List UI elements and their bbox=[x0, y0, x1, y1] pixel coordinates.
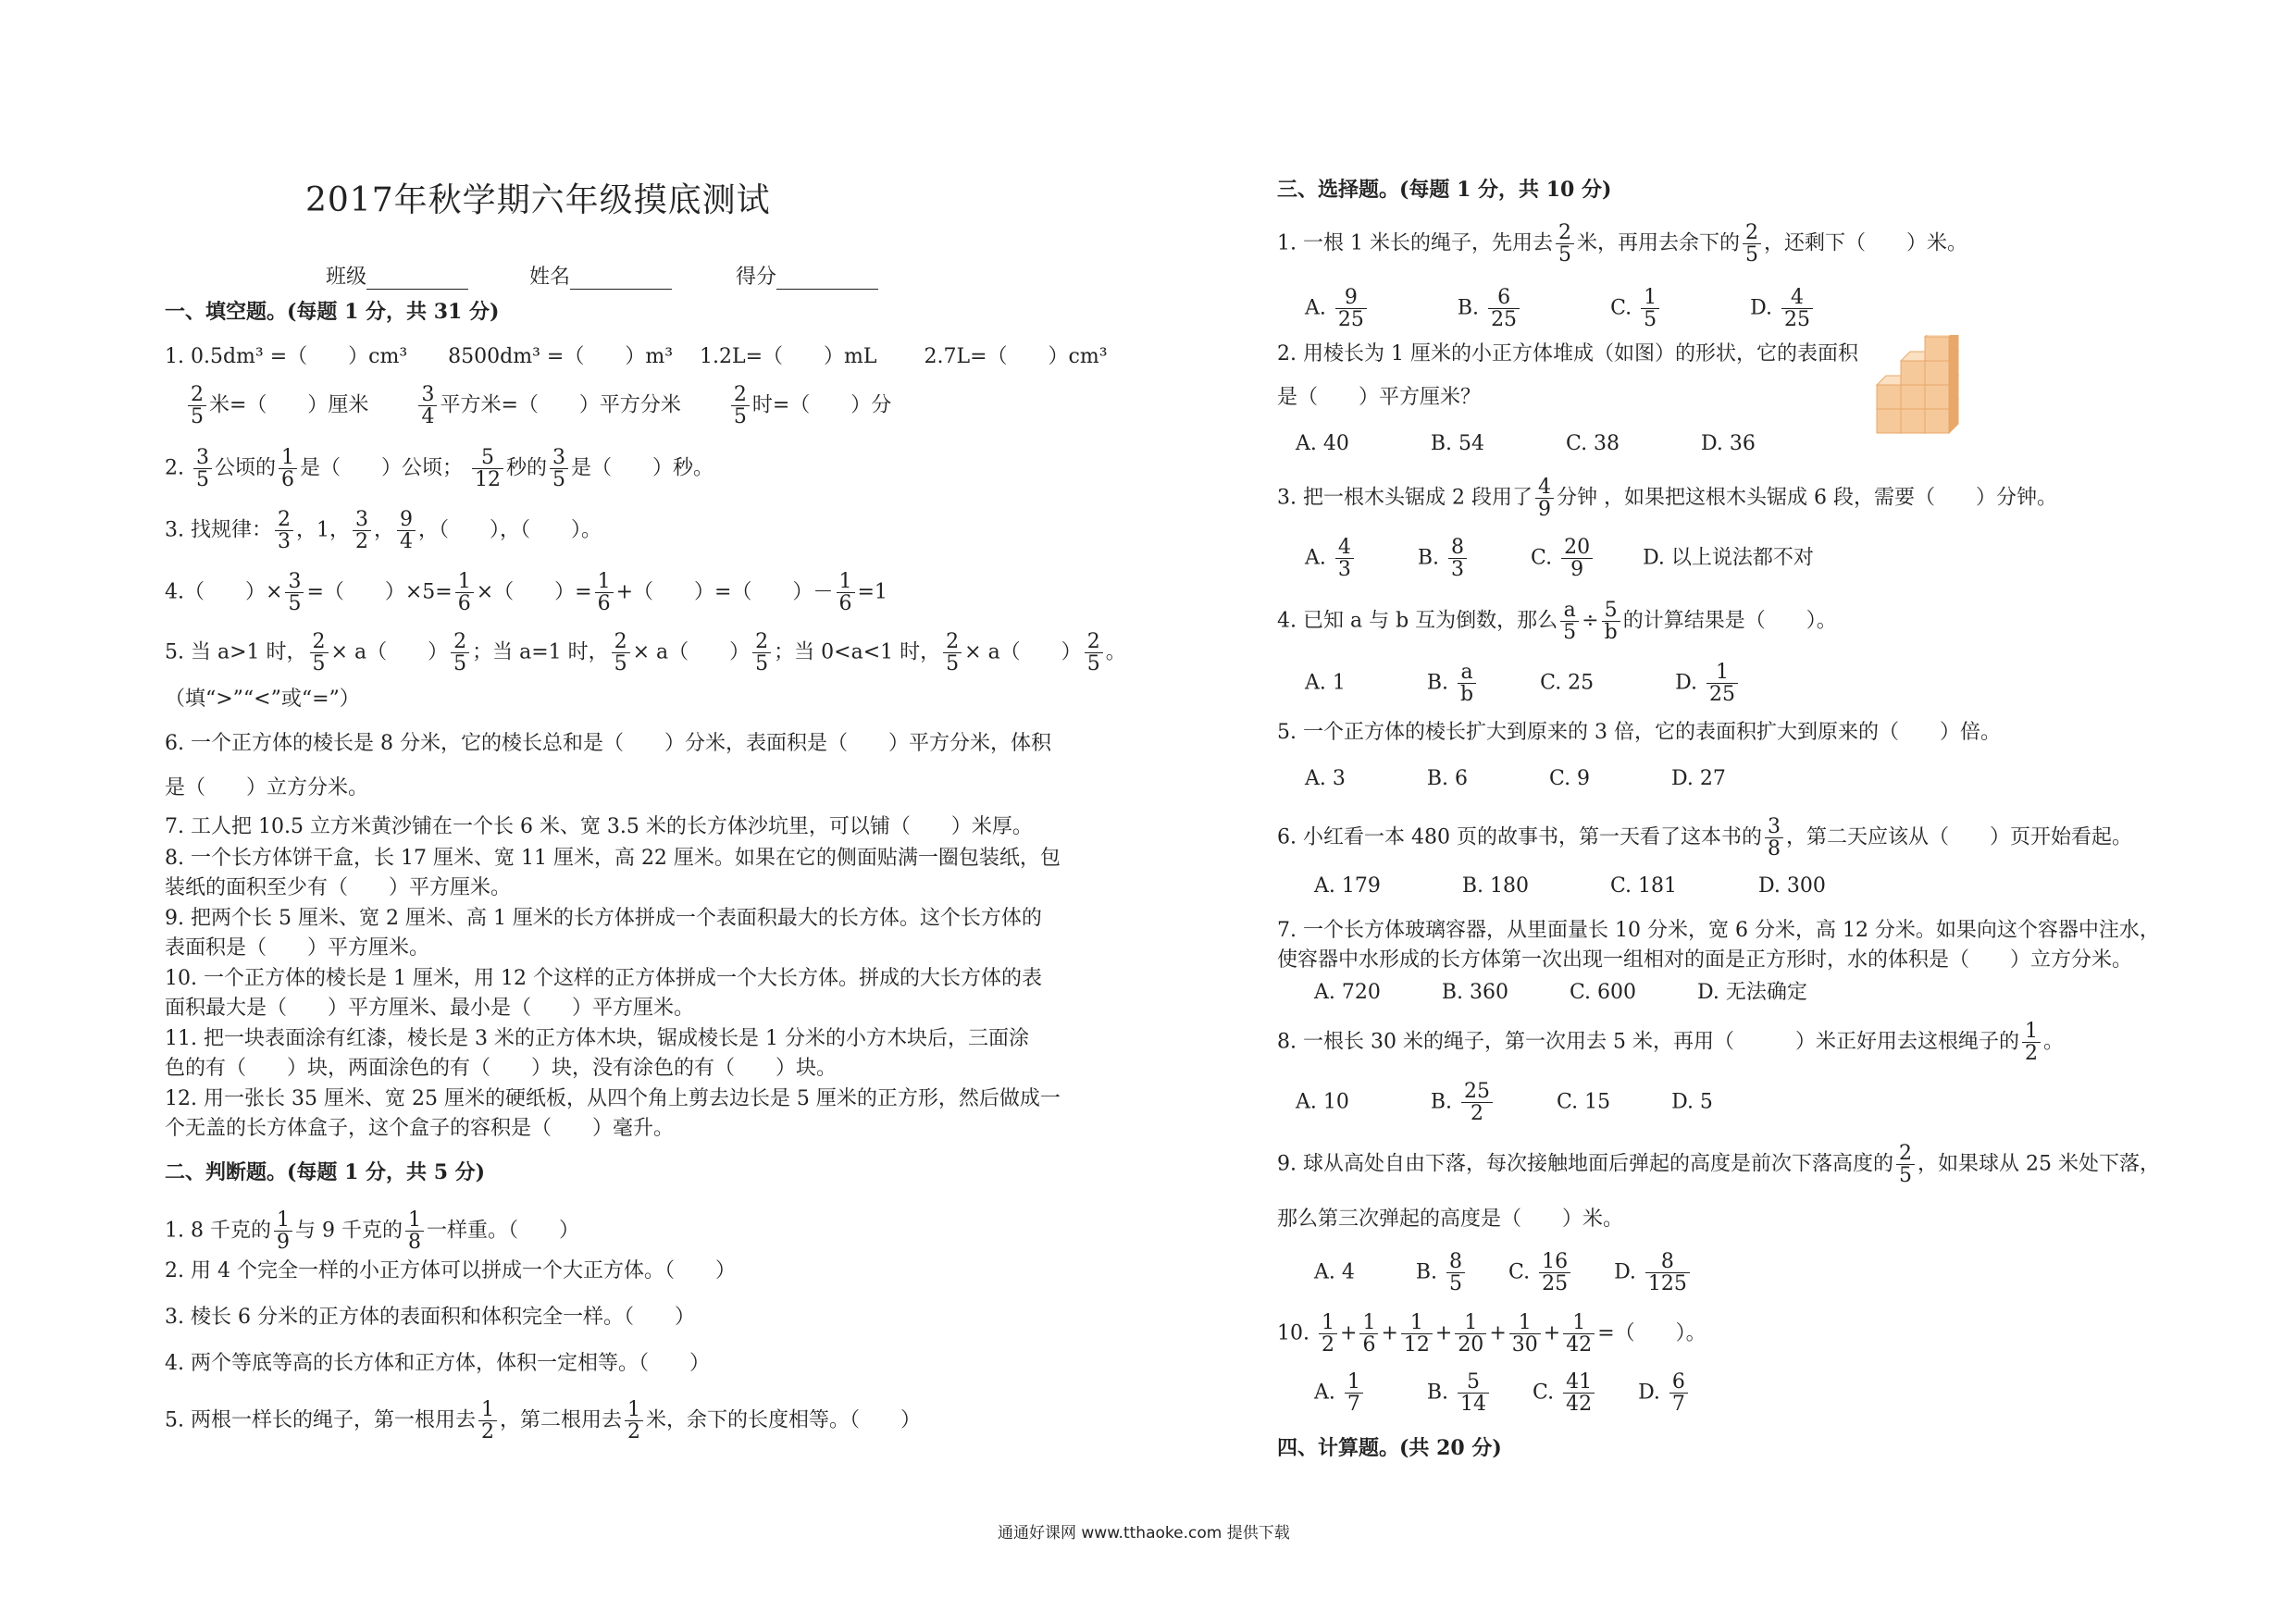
fraction-one-half: $\frac{1}{2}$ bbox=[478, 1399, 497, 1443]
question-10b: 面积最大是（ ）平方厘米、最小是（ ）平方厘米。 bbox=[165, 997, 695, 1020]
choice-6-options: A. 179 B. 180 C. 181 D. 300 bbox=[1314, 874, 1826, 898]
cube-block bbox=[1901, 409, 1925, 433]
fraction-one-half: $\frac{1}{2}$ bbox=[2022, 1021, 2041, 1064]
cube-block bbox=[1901, 361, 1925, 385]
fraction-six-sevenths: $\frac{6}{7}$ bbox=[1669, 1371, 1688, 1415]
fraction-two-fifths: $\frac{2}{5}$ bbox=[1896, 1143, 1915, 1186]
name-field: 姓名 bbox=[529, 261, 672, 290]
fraction-nine-25: $\frac{9}{25}$ bbox=[1335, 287, 1367, 330]
judge-5: 5. 两根一样长的绳子，第一根用去 $\frac{1}{2}$ ，第二根用去 $\frac{1}{2}$ 米，余下的长度相等。（ ） bbox=[165, 1398, 922, 1444]
choice-5-options: A. 3 B. 6 C. 9 D. 27 bbox=[1305, 767, 1726, 790]
fraction-one-half: $\frac{1}{2}$ bbox=[1319, 1312, 1337, 1356]
section-calculation: 四、计算题。(共 20 分) bbox=[1277, 1436, 1502, 1460]
question-12a: 12. 用一张长 35 厘米、宽 25 厘米的硬纸板，从四个角上剪去边长是 5 厘米的正方形，然后做成一 bbox=[165, 1087, 1061, 1110]
choice-10-options: A. $\frac{1}{7}$ B. $\frac{5}{14}$ C. $\frac{41}{42}$ D. $\frac{6}{7}$ bbox=[1314, 1371, 1691, 1415]
question-11b: 色的有（ ）块，两面涂色的有（ ）块，没有涂色的有（ ）块。 bbox=[165, 1057, 838, 1080]
fraction-one-eighth: $\frac{1}{8}$ bbox=[405, 1209, 424, 1253]
choice-9b: 那么第三次弹起的高度是（ ）米。 bbox=[1277, 1208, 1624, 1231]
choice-3: 3. 把一根木头锯成 2 段用了 $\frac{4}{9}$ 分钟 ，如果把这根木头锯成 6 段，需要（ ）分钟。 bbox=[1277, 476, 2057, 522]
fraction-one-sixth: $\frac{1}{6}$ bbox=[279, 447, 297, 490]
class-field: 班级 bbox=[326, 261, 468, 290]
fraction-two-fifths: $\frac{2}{5}$ bbox=[1085, 631, 1103, 675]
fraction-five-twelfths: $\frac{5}{12}$ bbox=[472, 447, 503, 490]
cube-block bbox=[1877, 409, 1901, 433]
page-title: 2017年秋学期六年级摸底测试 bbox=[305, 181, 771, 219]
question-7: 7. 工人把 10.5 立方米黄沙铺在一个长 6 米、宽 3.5 米的长方体沙坑里，可以铺（ ）米厚。 bbox=[165, 815, 1033, 838]
fraction-sixteen-25: $\frac{16}{25}$ bbox=[1539, 1251, 1570, 1295]
fraction-two-fifths: $\frac{2}{5}$ bbox=[731, 384, 750, 427]
fraction-three-fifths: $\frac{3}{5}$ bbox=[285, 571, 304, 614]
section-choice: 三、选择题。(每题 1 分，共 10 分) bbox=[1277, 178, 1612, 202]
choice-1: 1. 一根 1 米长的绳子，先用去 $\frac{2}{5}$ 米，再用去余下的 $\frac{2}{5}$ ，还剩下（ ）米。 bbox=[1277, 221, 1967, 267]
fraction-two-fifths: $\frac{2}{5}$ bbox=[1556, 222, 1574, 266]
choice-3-options: A. $\frac{4}{3}$ B. $\frac{8}{3}$ C. $\frac{20}{9}$ D. 以上说法都不对 bbox=[1305, 536, 1814, 582]
choice-4-options: A. 1 B. $\frac{a}{b}$ C. 25 D. $\frac{1}{25}$ bbox=[1305, 662, 1741, 705]
cube-block bbox=[1925, 337, 1949, 361]
fraction-six-25: $\frac{6}{25}$ bbox=[1488, 287, 1520, 330]
choice-8-options: A. 10 B. $\frac{25}{2}$ C. 15 D. 5 bbox=[1296, 1080, 1713, 1126]
fraction-a-5: $\frac{a}{5}$ bbox=[1560, 600, 1579, 643]
question-3: 3. 找规律： $\frac{2}{3}$ ，1， $\frac{3}{2}$ ， $\frac{9}{4}$ ，（ ），（ ）。 bbox=[165, 508, 602, 554]
question-5-note: （填“>”“<”或“=”） bbox=[165, 688, 360, 711]
judge-2: 2. 用 4 个完全一样的小正方体可以拼成一个大正方体。（ ） bbox=[165, 1259, 736, 1282]
section-fill-blank: 一、填空题。(每题 1 分，共 31 分) bbox=[165, 300, 500, 324]
fraction-one-12: $\frac{1}{12}$ bbox=[1401, 1312, 1433, 1356]
choice-7a: 7. 一个长方体玻璃容器，从里面量长 10 分米，宽 6 分米，高 12 分米。如果向这个容器中注水， bbox=[1277, 919, 2160, 942]
question-10a: 10. 一个正方体的棱长是 1 厘米，用 12 个这样的正方体拼成一个大长方体。拼成的大长方体的表 bbox=[165, 967, 1042, 990]
score-field: 得分 bbox=[736, 261, 878, 290]
fraction-two-fifths: $\frac{2}{5}$ bbox=[752, 631, 771, 675]
fraction-one-sixth: $\frac{1}{6}$ bbox=[837, 571, 855, 614]
cube-block bbox=[1901, 385, 1925, 409]
fraction-three-fifths: $\frac{3}{5}$ bbox=[550, 447, 568, 490]
question-9a: 9. 把两个长 5 厘米、宽 2 厘米、高 1 厘米的长方体拼成一个表面积最大的长方体。这个长方体的 bbox=[165, 907, 1042, 930]
question-8a: 8. 一个长方体饼干盒，长 17 厘米、宽 11 厘米，高 22 厘米。如果在它的侧面贴满一圈包装纸，包 bbox=[165, 847, 1061, 870]
fraction-two-fifths: $\frac{2}{5}$ bbox=[310, 631, 329, 675]
choice-5: 5. 一个正方体的棱长扩大到原来的 3 倍，它的表面积扩大到原来的（ ）倍。 bbox=[1277, 721, 2001, 744]
fraction-two-fifths: $\frac{2}{5}$ bbox=[612, 631, 630, 675]
fraction-twenty-ninths: $\frac{20}{9}$ bbox=[1561, 537, 1593, 580]
fraction-one-sixth: $\frac{1}{6}$ bbox=[595, 571, 614, 614]
fraction-one-half: $\frac{1}{2}$ bbox=[625, 1399, 643, 1443]
choice-7-options: A. 720 B. 360 C. 600 D. 无法确定 bbox=[1314, 981, 1807, 1004]
judge-3: 3. 棱长 6 分米的正方体的表面积和体积完全一样。（ ） bbox=[165, 1306, 695, 1329]
fraction-nine-fourths: $\frac{9}{4}$ bbox=[397, 509, 416, 552]
fraction-fortyone-42: $\frac{41}{42}$ bbox=[1563, 1371, 1595, 1415]
fraction-one-seventh: $\frac{1}{7}$ bbox=[1345, 1371, 1363, 1415]
fraction-two-fifths: $\frac{2}{5}$ bbox=[1743, 222, 1761, 266]
choice-8: 8. 一根长 30 米的绳子，第一次用去 5 米，再用（ ）米正好用去这根绳子的 $\frac{1}{2}$ 。 bbox=[1277, 1020, 2064, 1066]
fraction-four-25: $\frac{4}{25}$ bbox=[1781, 287, 1813, 330]
cube-block bbox=[1877, 385, 1901, 409]
cube-block bbox=[1925, 409, 1949, 433]
fraction-one-sixth: $\frac{1}{6}$ bbox=[455, 571, 474, 614]
fraction-eight-fifths: $\frac{8}{5}$ bbox=[1446, 1251, 1465, 1295]
fraction-five-14: $\frac{5}{14}$ bbox=[1458, 1371, 1489, 1415]
choice-4: 4. 已知 a 与 b 互为倒数，那么 $\frac{a}{5}$ ÷ $\frac{5}{b}$ 的计算结果是（ ）。 bbox=[1277, 599, 1837, 645]
choice-10: 10. $\frac{1}{2}$ + $\frac{1}{6}$ + $\frac{1}{12}$ + $\frac{1}{20}$ + $\frac{1}{30}$ + $\frac{1}{42}$ =（ ）。 bbox=[1277, 1311, 1706, 1357]
fraction-one-42: $\frac{1}{42}$ bbox=[1563, 1312, 1595, 1356]
question-6a: 6. 一个正方体的棱长是 8 分米，它的棱长总和是（ ）分米，表面积是（ ）平方分米，体积 bbox=[165, 732, 1051, 755]
fraction-three-fourths: $\frac{3}{4}$ bbox=[418, 384, 437, 427]
question-4: 4.（ ）× $\frac{3}{5}$ =（ ）×5= $\frac{1}{6}$ ×（ ）= $\frac{1}{6}$ +（ ）=（ ）－ $\frac{1}{6}$ =1 bbox=[165, 570, 887, 616]
cube-stack-figure bbox=[1860, 335, 1971, 446]
fraction-three-eighths: $\frac{3}{8}$ bbox=[1765, 816, 1783, 860]
fraction-eight-thirds: $\frac{8}{3}$ bbox=[1448, 537, 1467, 580]
fraction-one-ninth: $\frac{1}{9}$ bbox=[274, 1209, 292, 1253]
judge-1: 1. 8 千克的 $\frac{1}{9}$ 与 9 千克的 $\frac{1}{8}$ 一样重。（ ） bbox=[165, 1208, 579, 1255]
question-1a: 1. 0.5dm³ =（ ）cm³ 8500dm³ =（ ）m³ 1.2L=（ ）mL 2.7L=（ ）cm³ bbox=[165, 345, 1108, 368]
cube-block bbox=[1925, 385, 1949, 409]
question-6b: 是（ ）立方分米。 bbox=[165, 776, 369, 799]
fraction-eight-125: $\frac{8}{125}$ bbox=[1645, 1251, 1690, 1295]
section-judgement: 二、判断题。(每题 1 分，共 5 分) bbox=[165, 1160, 486, 1184]
question-8b: 装纸的面积至少有（ ）平方厘米。 bbox=[165, 876, 512, 899]
footer-text: 通通好课网 www.tthaoke.com 提供下载 bbox=[998, 1524, 1290, 1542]
choice-2a: 2. 用棱长为 1 厘米的小正方体堆成（如图）的形状，它的表面积 bbox=[1277, 342, 1858, 365]
fraction-two-fifths: $\frac{2}{5}$ bbox=[451, 631, 469, 675]
question-1b: $\frac{2}{5}$ 米=（ ）厘米 $\frac{3}{4}$ 平方米=（ ）平方分米 $\frac{2}{5}$ 时=（ ）分 bbox=[185, 384, 891, 427]
choice-6: 6. 小红看一本 480 页的故事书，第一天看了这本书的 $\frac{3}{8}$ ，第二天应该从（ ）页开始看起。 bbox=[1277, 815, 2132, 861]
choice-2b: 是（ ）平方厘米？ bbox=[1277, 386, 1482, 409]
fraction-two-fifths: $\frac{2}{5}$ bbox=[943, 631, 962, 675]
fraction-one-25: $\frac{1}{25}$ bbox=[1706, 662, 1738, 705]
choice-9a: 9. 球从高处自由下落，每次接触地面后弹起的高度是前次下落高度的 $\frac{2}{5}$ ，如果球从 25 米处下落， bbox=[1277, 1142, 2160, 1188]
question-9b: 表面积是（ ）平方厘米。 bbox=[165, 936, 430, 960]
choice-7b: 使容器中水形成的长方体第一次出现一组相对的面是正方形时，水的体积是（ ）立方分米。 bbox=[1277, 948, 2133, 972]
fraction-two-fifths: $\frac{2}{5}$ bbox=[188, 384, 206, 427]
judge-4: 4. 两个等底等高的长方体和正方体，体积一定相等。（ ） bbox=[165, 1352, 710, 1375]
fraction-one-20: $\frac{1}{20}$ bbox=[1455, 1312, 1486, 1356]
fraction-four-ninths: $\frac{4}{9}$ bbox=[1535, 477, 1554, 520]
fraction-four-thirds: $\frac{4}{3}$ bbox=[1335, 537, 1354, 580]
fraction-three-halves: $\frac{3}{2}$ bbox=[353, 509, 371, 552]
choice-2-options: A. 40 B. 54 C. 38 D. 36 bbox=[1296, 432, 1756, 455]
choice-1-options: A. $\frac{9}{25}$ B. $\frac{6}{25}$ C. $\frac{1}{5}$ D. $\frac{4}{25}$ bbox=[1305, 287, 1816, 330]
question-2: 2. $\frac{3}{5}$ 公顷的 $\frac{1}{6}$ 是（ ）公顷； $\frac{5}{12}$ 秒的 $\frac{3}{5}$ 是（ ）秒。 bbox=[165, 446, 714, 492]
question-12b: 个无盖的长方体盒子，这个盒子的容积是（ ）毫升。 bbox=[165, 1117, 675, 1140]
fraction-one-fifth: $\frac{1}{5}$ bbox=[1641, 287, 1659, 330]
fraction-a-b: $\frac{a}{b}$ bbox=[1458, 662, 1476, 705]
question-11a: 11. 把一块表面涂有红漆，棱长是 3 米的正方体木块，锯成棱长是 1 分米的小方木块后，三面涂 bbox=[165, 1027, 1029, 1050]
question-5: 5. 当 a>1 时， $\frac{2}{5}$ × a（ ） $\frac{2}{5}$ ；当 a=1 时， $\frac{2}{5}$ × a（ ） $\frac{2}{5}$ ；当 0<a<1 时， $\frac{2}{5}$ × a（ ） $\frac{2}{5}$ 。 bbox=[165, 630, 1126, 676]
choice-9-options: A. 4 B. $\frac{8}{5}$ C. $\frac{16}{25}$ D. $\frac{8}{125}$ bbox=[1314, 1251, 1693, 1295]
fraction-three-fifths: $\frac{3}{5}$ bbox=[193, 447, 212, 490]
fraction-five-b: $\frac{5}{b}$ bbox=[1602, 600, 1620, 643]
fraction-twentyfive-halves: $\frac{25}{2}$ bbox=[1461, 1081, 1493, 1124]
fraction-one-sixth: $\frac{1}{6}$ bbox=[1359, 1312, 1378, 1356]
fraction-one-30: $\frac{1}{30}$ bbox=[1509, 1312, 1541, 1356]
fraction-two-thirds: $\frac{2}{3}$ bbox=[275, 509, 293, 552]
cube-block bbox=[1925, 361, 1949, 385]
